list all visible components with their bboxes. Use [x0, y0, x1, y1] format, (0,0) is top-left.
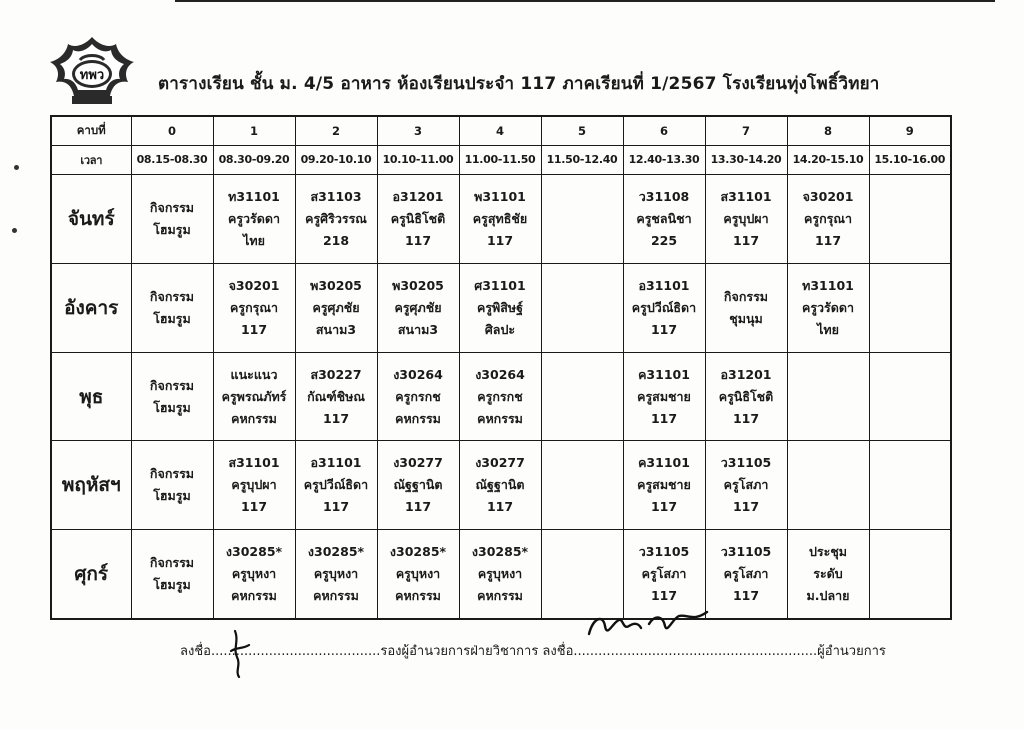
period-number: 7 — [705, 116, 787, 145]
period-number: 1 — [213, 116, 295, 145]
schedule-cell — [869, 530, 951, 619]
subject-code: ว31105 — [720, 544, 772, 560]
schedule-cell — [131, 530, 213, 619]
subject-code: ง30285* — [225, 544, 283, 560]
teacher-name: ณัฐฐานิต — [475, 477, 525, 493]
day-row — [51, 175, 951, 264]
period-time: 11.00-11.50 — [459, 145, 541, 175]
day-row — [51, 441, 951, 530]
teacher-name: ระดับ — [813, 566, 843, 582]
schedule-cell — [213, 530, 295, 619]
page-title: ตารางเรียน ชั้น ม. 4/5 อาหาร ห้องเรียนประจำ 117 ภาคเรียนที่ 1/2567 โรงเรียนทุ่งโพธิ์วิทยา — [158, 74, 880, 94]
teacher-name: โฮมรูม — [153, 310, 191, 326]
time-label: เวลา — [51, 145, 131, 175]
teacher-name: ครูศุภชัย — [312, 299, 360, 315]
room-name: 117 — [732, 499, 760, 515]
subject-code: ง30264 — [393, 366, 443, 382]
teacher-name: โฮมรูม — [153, 577, 191, 593]
schedule-cell — [131, 175, 213, 264]
subject-code: ง30264 — [475, 366, 525, 382]
schedule-cell — [459, 263, 541, 352]
schedule-cell — [213, 263, 295, 352]
subject-code: ค31101 — [638, 366, 690, 382]
teacher-name: ครูบุหงา — [477, 566, 523, 582]
room-name: สนาม3 — [315, 321, 357, 337]
room-name: 117 — [650, 588, 678, 604]
subject-code: อ31201 — [720, 366, 772, 382]
schedule-cell — [377, 352, 459, 441]
teacher-name: ชุมนุม — [729, 310, 763, 326]
teacher-name: ครูบุปผา — [723, 211, 769, 227]
subject-code: พ30205 — [392, 277, 444, 293]
schedule-cell — [459, 352, 541, 441]
schedule-cell — [295, 441, 377, 530]
teacher-name: ครูศิริวรรณ — [305, 211, 367, 227]
schedule-cell — [869, 352, 951, 441]
schedule-cell — [787, 352, 869, 441]
schedule-cell — [541, 175, 623, 264]
day-label: พุธ — [51, 352, 131, 441]
subject-code: อ31101 — [638, 277, 690, 293]
period-number: 6 — [623, 116, 705, 145]
room-name: 117 — [650, 410, 678, 426]
school-emblem-icon — [44, 34, 140, 110]
schedule-cell — [377, 175, 459, 264]
period-time: 11.50-12.40 — [541, 145, 623, 175]
subject-code: ง30285* — [389, 544, 447, 560]
teacher-name: ครูนิธิโชติ — [718, 388, 774, 404]
teacher-name: ครูพิสิษฐ์ — [476, 299, 524, 315]
period-number: 2 — [295, 116, 377, 145]
subject-code: ท31101 — [228, 189, 280, 205]
period-time: 13.30-14.20 — [705, 145, 787, 175]
period-number: 0 — [131, 116, 213, 145]
subject-code: ศ31101 — [474, 277, 526, 293]
teacher-name: ครูปวีณ์ธิดา — [631, 299, 697, 315]
period-number: 8 — [787, 116, 869, 145]
top-border-line — [175, 0, 995, 2]
teacher-name: ครูบุหงา — [313, 566, 359, 582]
room-name: 117 — [486, 499, 514, 515]
subject-code: กิจกรรม — [149, 555, 195, 571]
room-name: 117 — [732, 588, 760, 604]
subject-code: กิจกรรม — [149, 200, 195, 216]
schedule-cell — [787, 263, 869, 352]
room-name: ไทย — [243, 233, 265, 249]
room-name: คหกรรม — [477, 588, 523, 604]
room-name: 117 — [240, 499, 268, 515]
teacher-name: ครูสมชาย — [637, 477, 691, 493]
schedule-cell — [377, 263, 459, 352]
room-name: ไทย — [817, 321, 839, 337]
schedule-cell — [459, 530, 541, 619]
teacher-name: ครูสมชาย — [637, 388, 691, 404]
day-label: ศุกร์ — [51, 530, 131, 619]
scan-dot — [12, 228, 17, 233]
schedule-cell — [213, 352, 295, 441]
room-name: ม.ปลาย — [806, 588, 850, 604]
subject-code: ส31103 — [310, 189, 362, 205]
subject-code: แนะแนว — [230, 366, 278, 382]
schedule-cell — [541, 352, 623, 441]
room-name: คหกรรม — [313, 588, 359, 604]
svg-text:ทพว: ทพว — [79, 68, 105, 83]
room-name: ศิลปะ — [484, 321, 516, 337]
schedule-cell — [295, 530, 377, 619]
teacher-name: โฮมรูม — [153, 222, 191, 238]
period-number: 9 — [869, 116, 951, 145]
teacher-name: ครูกรุณา — [804, 211, 852, 227]
scan-dot — [14, 165, 19, 170]
teacher-name: ครูศุภชัย — [394, 299, 442, 315]
schedule-cell — [377, 441, 459, 530]
period-number: 3 — [377, 116, 459, 145]
room-name: คหกรรม — [477, 410, 523, 426]
vice-director-signature-icon — [225, 627, 255, 679]
subject-code: กิจกรรม — [149, 288, 195, 304]
subject-code: จ30201 — [802, 189, 854, 205]
subject-code: ว31108 — [638, 189, 690, 205]
room-name: 117 — [322, 410, 350, 426]
schedule-cell — [787, 441, 869, 530]
schedule-cell — [869, 175, 951, 264]
signature-line: ลงชื่อ.........................................รองผู้อำนวยการฝ่ายวิชาการ ลงชื่อ...........................................................ผู้อำนวยการ — [180, 644, 886, 659]
day-label: พฤหัสฯ — [51, 441, 131, 530]
period-time: 09.20-10.10 — [295, 145, 377, 175]
room-name: 117 — [404, 499, 432, 515]
subject-code: ว31105 — [720, 455, 772, 471]
schedule-cell — [213, 175, 295, 264]
period-time: 14.20-15.10 — [787, 145, 869, 175]
schedule-cell — [295, 175, 377, 264]
subject-code: ค31101 — [638, 455, 690, 471]
room-name: 218 — [322, 233, 350, 249]
subject-code: ส31101 — [720, 189, 772, 205]
subject-code: ประชุม — [808, 544, 848, 560]
period-time: 08.15-08.30 — [131, 145, 213, 175]
schedule-cell — [705, 441, 787, 530]
subject-code: อ31201 — [392, 189, 444, 205]
room-name: คหกรรม — [231, 410, 277, 426]
room-name: คหกรรม — [231, 588, 277, 604]
period-time: 12.40-13.30 — [623, 145, 705, 175]
teacher-name: โฮมรูม — [153, 488, 191, 504]
schedule-cell — [705, 263, 787, 352]
schedule-cell — [705, 530, 787, 619]
teacher-name: ครูโสภา — [723, 477, 769, 493]
schedule-cell — [459, 441, 541, 530]
period-time: 15.10-16.00 — [869, 145, 951, 175]
schedule-cell — [787, 530, 869, 619]
schedule-cell — [705, 175, 787, 264]
subject-code: พ30205 — [310, 277, 362, 293]
subject-code: ส30227 — [310, 366, 362, 382]
teacher-name: ครูโสภา — [723, 566, 769, 582]
day-row — [51, 530, 951, 619]
subject-code: ง30277 — [475, 455, 525, 471]
schedule-cell — [131, 263, 213, 352]
room-name: คหกรรม — [395, 588, 441, 604]
teacher-name: ครูปวีณ์ธิดา — [303, 477, 369, 493]
schedule-cell — [377, 530, 459, 619]
room-name: 117 — [404, 233, 432, 249]
teacher-name: โฮมรูม — [153, 399, 191, 415]
subject-code: ส31101 — [228, 455, 280, 471]
subject-code: พ31101 — [474, 189, 526, 205]
schedule-cell — [869, 263, 951, 352]
period-label: คาบที่ — [51, 116, 131, 145]
director-signature-icon — [583, 604, 713, 646]
teacher-name: ครูพรณภัทร์ — [221, 388, 287, 404]
schedule-cell — [869, 441, 951, 530]
teacher-name: ครูวรัดดา — [227, 211, 281, 227]
subject-code: ง30277 — [393, 455, 443, 471]
schedule-cell — [541, 263, 623, 352]
schedule-cell — [623, 175, 705, 264]
room-name: 117 — [732, 233, 760, 249]
teacher-name: ครูกรกช — [477, 388, 523, 404]
schedule-cell — [459, 175, 541, 264]
period-time: 08.30-09.20 — [213, 145, 295, 175]
schedule-cell — [131, 352, 213, 441]
subject-code: ง30285* — [471, 544, 529, 560]
schedule-cell — [295, 352, 377, 441]
period-number: 5 — [541, 116, 623, 145]
teacher-name: ณัฐฐานิต — [393, 477, 443, 493]
subject-code: ท31101 — [802, 277, 854, 293]
teacher-name: ครูโสภา — [641, 566, 687, 582]
room-name: 117 — [240, 321, 268, 337]
class-schedule-table — [50, 115, 952, 620]
day-label: จันทร์ — [51, 175, 131, 264]
room-name: 117 — [486, 233, 514, 249]
schedule-cell — [787, 175, 869, 264]
teacher-name: ครูสุทธิชัย — [472, 211, 528, 227]
subject-code: อ31101 — [310, 455, 362, 471]
subject-code: ว31105 — [638, 544, 690, 560]
schedule-cell — [541, 441, 623, 530]
room-name: 225 — [650, 233, 678, 249]
room-name: 117 — [650, 321, 678, 337]
period-number: 4 — [459, 116, 541, 145]
day-row — [51, 263, 951, 352]
room-name: สนาม3 — [397, 321, 439, 337]
room-name: คหกรรม — [395, 410, 441, 426]
schedule-cell — [623, 263, 705, 352]
teacher-name: ครูกรุณา — [230, 299, 278, 315]
teacher-name: ครูบุปผา — [231, 477, 277, 493]
subject-code: กิจกรรม — [723, 288, 769, 304]
period-time: 10.10-11.00 — [377, 145, 459, 175]
schedule-cell — [623, 441, 705, 530]
day-label: อังคาร — [51, 263, 131, 352]
subject-code: กิจกรรม — [149, 466, 195, 482]
subject-code: ง30285* — [307, 544, 365, 560]
teacher-name: ครูชลนิชา — [636, 211, 692, 227]
schedule-cell — [213, 441, 295, 530]
room-name: 117 — [814, 233, 842, 249]
schedule-cell — [705, 352, 787, 441]
time-header-row — [51, 145, 951, 175]
schedule-cell — [623, 352, 705, 441]
room-name: 117 — [732, 410, 760, 426]
teacher-name: ครูบุหงา — [231, 566, 277, 582]
teacher-name: ครูนิธิโชติ — [390, 211, 446, 227]
teacher-name: ครูกรกช — [395, 388, 441, 404]
room-name: 117 — [322, 499, 350, 515]
day-row — [51, 352, 951, 441]
schedule-cell — [131, 441, 213, 530]
teacher-name: ครูวรัดดา — [801, 299, 855, 315]
teacher-name: ครูบุหงา — [395, 566, 441, 582]
subject-code: จ30201 — [228, 277, 280, 293]
teacher-name: กัณฑ์ชิษณ — [307, 388, 365, 404]
period-header-row — [51, 116, 951, 145]
room-name: 117 — [650, 499, 678, 515]
schedule-cell — [295, 263, 377, 352]
subject-code: กิจกรรม — [149, 377, 195, 393]
